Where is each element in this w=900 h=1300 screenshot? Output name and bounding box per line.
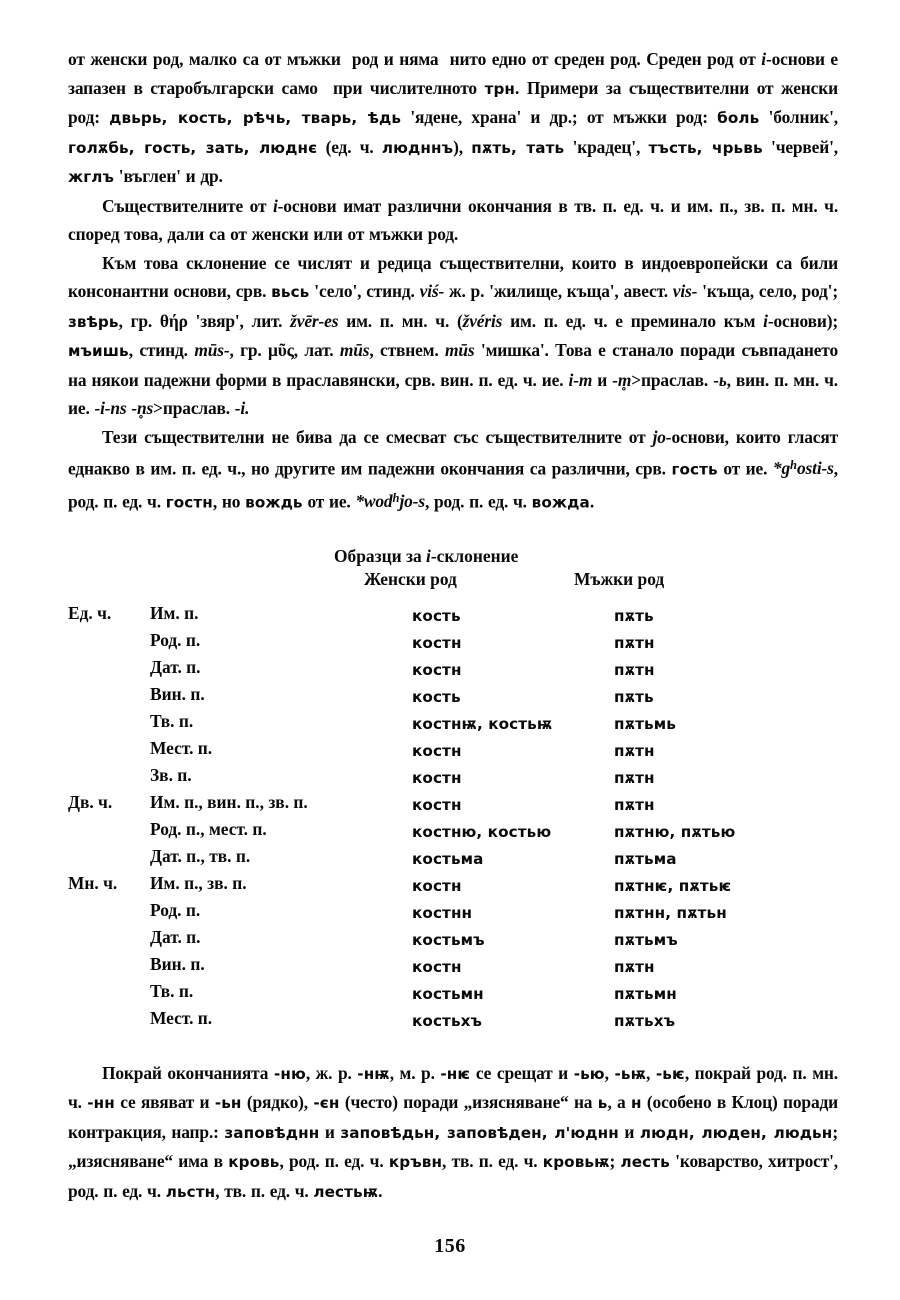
table-row xyxy=(68,603,838,630)
row-masculine-form: пѫтьмь xyxy=(614,714,676,733)
row-masculine-form: пѫтню, пѫтью xyxy=(614,822,736,841)
greek-word: θήρ xyxy=(159,310,188,331)
ocs-word: гостн xyxy=(165,493,213,511)
reconstruction: $*g^hosti-s$ xyxy=(772,458,834,479)
table-row xyxy=(68,738,838,765)
row-case-label: Зв. п. xyxy=(150,764,192,785)
table-row xyxy=(68,792,838,819)
table-row xyxy=(68,927,838,954)
row-feminine-form: костнн xyxy=(412,903,473,922)
paragraph-4: Тези съществителни не бива да се смесват със съществителните от jo-основи, които гласят еднакво в им. п. ед. ч., но другите им падежни окончания са различни, срв. гость от ие. $*g^hosti-s$, род. п. ед. ч. гостн, но вождь от ие. *wod$^h$jo-s, род. п. ед. ч. вожда. xyxy=(68,426,838,511)
row-feminine-form: костнѭ, костьѭ xyxy=(412,714,553,733)
table-row xyxy=(68,846,838,873)
table-row xyxy=(68,819,838,846)
ocs-letter: н xyxy=(630,1094,642,1112)
ocs-ending: -ьѥ xyxy=(655,1064,685,1083)
ocs-word: заповѣдьн, заповѣден, л'юднн xyxy=(340,1123,619,1142)
ocs-word: лестьѭ xyxy=(313,1182,379,1201)
paragraph-3: Към това склонение се числят и редица съществителни, които в индоевропейски са били консонантни основи, срв. вьсь 'село', стинд. viś- ж. р. 'жилище, къща', авест. vis- 'къща, село, род'; звѣрь, гр. θήρ 'звяр', лит. žvēr-es им. п. мн. ч. (žvéris им. п. ед. ч. е преминало към i-основи); мъишь, стинд. mūs-, гр. μῦς, лат. mūs, ствнем. mūs 'мишка'. Това е станало поради съвпадането на някои падежни форми в праславянски, срв. вин. п. ед. ч. ие. i-m и -m̥>праслав. -ь, вин. п. мн. ч. ие. -i-ns -n̥s>праслав. -i. xyxy=(68,252,839,418)
row-masculine-form: пѫтнѥ, пѫтьѥ xyxy=(614,876,732,895)
latin-transcription: -m̥ xyxy=(612,369,632,390)
italic-jo: jo- xyxy=(652,426,672,447)
italic-i: i xyxy=(272,195,278,216)
row-feminine-form: костню, костью xyxy=(412,822,552,841)
row-masculine-form: пѫть xyxy=(614,606,654,625)
ocs-word: жглъ xyxy=(68,168,114,186)
ocs-ending: -єн xyxy=(313,1094,340,1112)
ocs-word: кровьѭ xyxy=(542,1153,610,1171)
latin-transcription: mūs xyxy=(339,340,370,360)
table-row xyxy=(68,657,838,684)
row-masculine-form: пѫтьмн xyxy=(614,984,677,1003)
row-feminine-form: костн xyxy=(412,768,462,787)
row-number-label: Ед. ч. xyxy=(68,602,112,623)
italic-i: i xyxy=(761,49,766,69)
row-case-label: Дат. п., тв. п. xyxy=(150,845,251,866)
ocs-word: голѫбь, гость, зать, люднє xyxy=(68,138,318,157)
row-case-label: Им. п. xyxy=(150,602,199,623)
table-row xyxy=(68,1008,838,1035)
italic-i: i xyxy=(763,310,768,331)
paragraph-2: Съществителните от i-основи имат различни окончания в тв. п. ед. ч. и им. п., зв. п. мн. ч. според това, дали са от женски или от мъжки род. xyxy=(68,195,839,244)
table-row xyxy=(68,873,838,900)
latin-transcription: žvēr-es xyxy=(290,310,339,331)
row-feminine-form: костьма xyxy=(412,849,484,868)
reconstruction: *wod$^h$jo-s xyxy=(355,490,425,511)
row-feminine-form: кость xyxy=(412,687,461,706)
row-feminine-form: костн xyxy=(412,795,462,814)
row-case-label: Мест. п. xyxy=(150,1007,213,1028)
table-title-suffix: -склонение xyxy=(430,545,519,566)
ocs-ending: -нѭ xyxy=(357,1064,390,1083)
ocs-word: лесть xyxy=(620,1153,670,1171)
row-masculine-form: пѫтн xyxy=(614,957,655,976)
row-masculine-form: пѫтьхъ xyxy=(614,1011,676,1030)
row-number-label: Дв. ч. xyxy=(68,791,113,812)
row-masculine-form: пѫтн xyxy=(614,633,655,652)
latin-transcription: -ь xyxy=(713,369,727,390)
row-case-label: Мест. п. xyxy=(150,737,213,758)
row-feminine-form: костьхъ xyxy=(412,1011,483,1030)
greek-word: μῦς xyxy=(268,340,294,360)
table-title xyxy=(334,543,838,569)
row-masculine-form: пѫтьмъ xyxy=(614,930,678,949)
row-masculine-form: пѫть xyxy=(614,687,654,706)
row-case-label: Дат. п. xyxy=(150,656,201,677)
row-feminine-form: костн xyxy=(412,957,462,976)
table-row xyxy=(68,630,838,657)
ocs-word: людннъ xyxy=(381,138,454,157)
row-feminine-form: костн xyxy=(412,876,462,895)
row-case-label: Род. п., мест. п. xyxy=(150,818,267,839)
ocs-ending: -ьѭ xyxy=(614,1064,647,1083)
row-masculine-form: пѫтнн, пѫтьн xyxy=(614,903,727,922)
latin-transcription: žvéris xyxy=(462,310,503,331)
ocs-word: звѣрь xyxy=(68,312,119,331)
row-masculine-form: пѫтн xyxy=(614,795,655,814)
ocs-word: людн, люден, людьн xyxy=(639,1123,833,1142)
row-feminine-form: костн xyxy=(412,660,462,679)
ocs-ending: -нѥ xyxy=(440,1064,471,1083)
row-case-label: Род. п. xyxy=(150,899,201,920)
ocs-word: пѫть, тать xyxy=(471,138,565,157)
row-case-label: Вин. п. xyxy=(150,683,205,704)
ocs-word: гость xyxy=(671,460,718,479)
paragraph-1: от женски род, малко са от мъжки род и няма нито едно от среден род. Среден род от i-основи е запазен в старобългарски само при числителното трн. Примери за съществителни от женски род: двьрь, кость, рѣчь, тварь, ѣдь 'ядене, храна' и др.; от мъжки род: боль 'болник', голѫбь, гость, зать, люднє (ед. ч. людннъ), пѫть, тать 'крадец', тъсть, чрьвь 'червей', жглъ 'въглен' и др. xyxy=(68,49,838,186)
ocs-word: тъсть, чрьвь xyxy=(648,138,763,157)
latin-transcription: vis- xyxy=(672,281,698,301)
ocs-letter: ь xyxy=(597,1094,608,1112)
ocs-word: заповѣднн xyxy=(224,1123,320,1142)
table-row xyxy=(68,954,838,981)
row-masculine-form: пѫтьма xyxy=(614,849,677,868)
row-feminine-form: костн xyxy=(412,741,462,760)
ocs-word: вожда xyxy=(531,493,590,511)
row-case-label: Им. п., зв. п. xyxy=(150,872,247,893)
ocs-ending: -ню xyxy=(273,1064,306,1083)
latin-transcription: mūs- xyxy=(194,340,230,360)
italic-i: i xyxy=(426,545,431,566)
page-number: 156 xyxy=(434,1235,466,1257)
declension-table xyxy=(68,543,838,1035)
ocs-word: двьрь, кость, рѣчь, тварь, ѣдь xyxy=(109,109,402,127)
table-row xyxy=(68,900,838,927)
latin-transcription: viś- xyxy=(419,281,445,301)
row-case-label: Тв. п. xyxy=(150,710,194,731)
table-row xyxy=(68,684,838,711)
latin-transcription: i-m xyxy=(568,369,593,390)
ocs-ending: -ьн xyxy=(214,1094,242,1112)
latin-transcription: -i. xyxy=(234,398,250,418)
latin-transcription: -i-ns -n̥s xyxy=(94,398,154,418)
row-case-label: Тв. п. xyxy=(150,980,194,1001)
ocs-ending: -нн xyxy=(87,1094,115,1112)
ocs-ending: -ью xyxy=(573,1064,605,1083)
ocs-word: кровь xyxy=(228,1153,280,1171)
row-case-label: Им. п., вин. п., зв. п. xyxy=(150,791,308,812)
table-row xyxy=(68,981,838,1008)
column-header-feminine: Женски род xyxy=(364,568,457,589)
paragraph-tail: Покрай окончанията -ню, ж. р. -нѭ, м. р. -нѥ се срещат и -ью, -ьѭ, -ьѥ, покрай род. п. мн. ч. -нн се явяват и -ьн (рядко), -єн (често) поради „изясняване“ на ь, а н (особено в Клоц) поради контракция, напр.: заповѣднн и заповѣдьн, заповѣден, л'юднн и людн, люден, людьн; „изясняване“ има в кровь, род. п. ед. ч. кръвн, тв. п. ед. ч. кровьѭ; лесть 'коварство, хитрост', род. п. ед. ч. льстн, тв. п. ед. ч. лестьѭ. xyxy=(68,1062,839,1201)
ocs-word: кръвн xyxy=(388,1153,443,1171)
table-row xyxy=(68,711,838,738)
ocs-word: вьсь xyxy=(271,283,310,301)
ocs-word: льстн xyxy=(165,1182,216,1201)
row-feminine-form: костьмъ xyxy=(412,930,485,949)
row-case-label: Вин. п. xyxy=(150,953,205,974)
ocs-word: вождь xyxy=(245,493,303,511)
row-masculine-form: пѫтн xyxy=(614,768,655,787)
latin-transcription: mūs xyxy=(444,340,475,360)
row-case-label: Дат. п. xyxy=(150,926,201,947)
row-number-label: Мн. ч. xyxy=(68,872,118,893)
row-feminine-form: костьмн xyxy=(412,984,484,1003)
table-row xyxy=(68,765,838,792)
row-feminine-form: кость xyxy=(412,606,461,625)
ocs-word: боль xyxy=(717,109,760,127)
ocs-word: мъишь xyxy=(68,342,129,360)
column-header-masculine: Мъжки род xyxy=(574,568,665,589)
table-body xyxy=(68,603,838,1035)
row-feminine-form: костн xyxy=(412,633,462,652)
ocs-word: трн xyxy=(484,79,516,98)
row-case-label: Род. п. xyxy=(150,629,201,650)
table-column-headers xyxy=(68,569,838,596)
row-masculine-form: пѫтн xyxy=(614,660,655,679)
row-masculine-form: пѫтн xyxy=(614,741,655,760)
table-title-text: Образци за xyxy=(334,545,426,566)
